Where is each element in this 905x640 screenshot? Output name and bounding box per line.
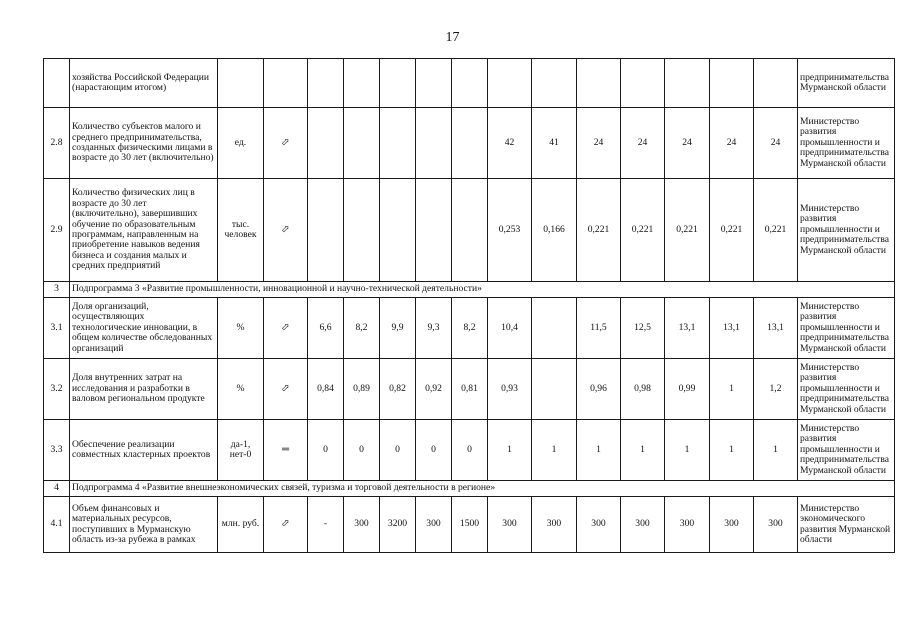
value-cell: 0 (308, 420, 344, 481)
value-cell: 0 (452, 420, 488, 481)
value-cell: 1 (577, 420, 621, 481)
value-cell (416, 108, 452, 179)
row-number: 4.1 (44, 497, 70, 553)
value-cell: 3200 (380, 497, 416, 553)
table-row (44, 298, 895, 359)
value-cell: 0,89 (344, 359, 380, 420)
value-cell: 13,1 (754, 298, 798, 359)
table-row (44, 497, 895, 553)
value-cell: 6,6 (308, 298, 344, 359)
value-cell: 8,2 (452, 298, 488, 359)
value-cell: 24 (710, 108, 754, 179)
row-number: 2.9 (44, 179, 70, 282)
value-cell: 0,221 (577, 179, 621, 282)
value-cell: - (308, 497, 344, 553)
value-cell: 0,82 (380, 359, 416, 420)
value-cell (380, 179, 416, 282)
trend-arrow-icon: ⬀ (264, 359, 308, 420)
trend-arrow-icon: ⬀ (264, 298, 308, 359)
value-cell: 0,166 (532, 179, 577, 282)
value-cell (308, 179, 344, 282)
value-cell: 1 (754, 420, 798, 481)
value-cell: 42 (488, 108, 532, 179)
value-cell: 24 (665, 108, 710, 179)
value-cell: 24 (754, 108, 798, 179)
trend-equal-icon: ═ (264, 420, 308, 481)
unit: % (218, 298, 264, 359)
value-cell: 0,93 (488, 359, 532, 420)
value-cell (452, 108, 488, 179)
row-number: 2.8 (44, 108, 70, 179)
indicator-name: Объем финансовых и материальных ресурсов, поступивших в Мурманскую область из-за рубежа в рамках (70, 497, 218, 553)
unit: млн. руб. (218, 497, 264, 553)
value-cell: 0,96 (577, 359, 621, 420)
value-cell: 1 (488, 420, 532, 481)
responsible-executor: Министерство развития промышленности и предпринимательства Мурманской области (798, 359, 895, 420)
value-cell: 0,221 (665, 179, 710, 282)
value-cell: 0,84 (308, 359, 344, 420)
value-cell: 9,3 (416, 298, 452, 359)
row-number: 3.2 (44, 359, 70, 420)
trend-arrow-icon: ⬀ (264, 497, 308, 553)
section-title: Подпрограмма 3 «Развитие промышленности, инновационной и научно-технической деятельности» (70, 282, 895, 298)
row-number: 4 (44, 481, 70, 497)
value-cell: 0 (416, 420, 452, 481)
value-cell: 0 (344, 420, 380, 481)
row-number: 3.3 (44, 420, 70, 481)
unit: % (218, 359, 264, 420)
table-row (44, 420, 895, 481)
value-cell: 300 (621, 497, 665, 553)
value-cell (532, 298, 577, 359)
value-cell: 9,9 (380, 298, 416, 359)
value-cell: 300 (344, 497, 380, 553)
value-cell (308, 108, 344, 179)
value-cell: 10,4 (488, 298, 532, 359)
responsible-executor: Министерство развития промышленности и предпринимательства Мурманской области (798, 108, 895, 179)
indicator-name: Доля организаций, осуществляющих технологические инновации, в общем количестве обследованных организаций (70, 298, 218, 359)
value-cell (344, 108, 380, 179)
table-row (44, 59, 895, 108)
value-cell: 300 (665, 497, 710, 553)
value-cell: 0,81 (452, 359, 488, 420)
section-title: Подпрограмма 4 «Развитие внешнеэкономических связей, туризма и торговой деятельности в регионе» (70, 481, 895, 497)
value-cell: 300 (488, 497, 532, 553)
value-cell: 1 (532, 420, 577, 481)
value-cell: 11,5 (577, 298, 621, 359)
value-cell: 1 (621, 420, 665, 481)
value-cell: 1500 (452, 497, 488, 553)
value-cell: 0,92 (416, 359, 452, 420)
table-row (44, 359, 895, 420)
value-cell: 0,99 (665, 359, 710, 420)
value-cell: 300 (577, 497, 621, 553)
page-number: 17 (445, 30, 460, 45)
value-cell (380, 108, 416, 179)
value-cell: 0,221 (754, 179, 798, 282)
unit: да-1, нет-0 (218, 420, 264, 481)
indicator-name: Количество субъектов малого и среднего предпринимательства, созданных физическими лицами в возрасте до 30 лет (включительно) (70, 108, 218, 179)
responsible-executor: Министерство развития промышленности и предпринимательства Мурманской области (798, 179, 895, 282)
value-cell: 12,5 (621, 298, 665, 359)
table-row (44, 108, 895, 179)
value-cell (452, 179, 488, 282)
row-number: 3 (44, 282, 70, 298)
value-cell: 8,2 (344, 298, 380, 359)
unit: ед. (218, 108, 264, 179)
value-cell (416, 179, 452, 282)
value-cell: 300 (532, 497, 577, 553)
value-cell: 300 (710, 497, 754, 553)
value-cell: 0,253 (488, 179, 532, 282)
row-number: 3.1 (44, 298, 70, 359)
responsible-executor: Министерство развития промышленности и предпринимательства Мурманской области (798, 420, 895, 481)
value-cell: 0,221 (621, 179, 665, 282)
value-cell: 1,2 (754, 359, 798, 420)
unit: тыс. человек (218, 179, 264, 282)
section-row (44, 481, 895, 497)
responsible-executor: предпринимательства Мурманской области (798, 59, 895, 108)
value-cell: 24 (621, 108, 665, 179)
value-cell: 13,1 (710, 298, 754, 359)
indicators-table (43, 58, 895, 553)
indicator-name: Доля внутренних затрат на исследования и разработки в валовом региональном продукте (70, 359, 218, 420)
value-cell: 24 (577, 108, 621, 179)
value-cell: 1 (710, 420, 754, 481)
value-cell: 0,98 (621, 359, 665, 420)
value-cell (532, 359, 577, 420)
responsible-executor: Министерство развития промышленности и предпринимательства Мурманской области (798, 298, 895, 359)
value-cell: 0 (380, 420, 416, 481)
value-cell: 41 (532, 108, 577, 179)
trend-arrow-icon: ⬀ (264, 179, 308, 282)
value-cell: 13,1 (665, 298, 710, 359)
value-cell: 0,221 (710, 179, 754, 282)
section-row (44, 282, 895, 298)
value-cell: 1 (710, 359, 754, 420)
table-row (44, 179, 895, 282)
value-cell: 1 (665, 420, 710, 481)
indicator-name: хозяйства Российской Федерации (нарастающим итогом) (70, 59, 218, 108)
indicator-name: Количество физических лиц в возрасте до 30 лет (включительно), завершивших обучение по образовательным программам, направленным на приобретение навыков ведения бизнеса и создания малых и средних предприятий (70, 179, 218, 282)
indicator-name: Обеспечение реализации совместных кластерных проектов (70, 420, 218, 481)
value-cell: 300 (754, 497, 798, 553)
responsible-executor: Министерство экономического развития Мурманской области (798, 497, 895, 553)
value-cell: 300 (416, 497, 452, 553)
trend-arrow-icon: ⬀ (264, 108, 308, 179)
value-cell (344, 179, 380, 282)
